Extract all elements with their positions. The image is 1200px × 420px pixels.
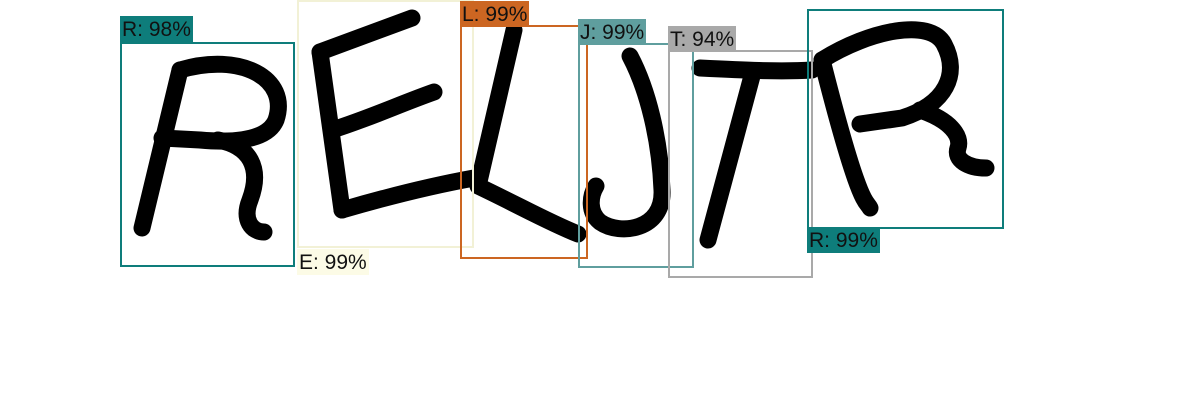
detection-label-e: E: 99% — [299, 251, 367, 274]
detection-label-t: T: 94% — [670, 28, 735, 51]
detection-box-e — [297, 0, 474, 248]
detection-label-r-1: R: 98% — [122, 18, 191, 41]
detection-box-r-2 — [807, 9, 1004, 229]
detection-box-r-1 — [120, 42, 295, 267]
detection-label-j: J: 99% — [580, 21, 645, 44]
detection-box-l — [460, 25, 588, 259]
detection-box-t — [668, 50, 813, 278]
detection-label-r-2: R: 99% — [809, 229, 878, 252]
detection-label-l: L: 99% — [462, 3, 528, 26]
